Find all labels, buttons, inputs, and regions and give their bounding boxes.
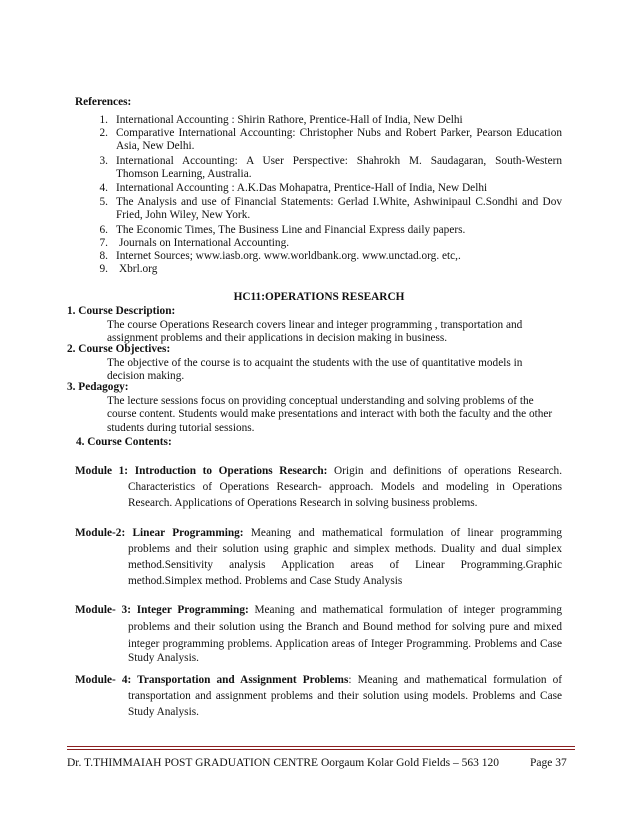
module-line: problems and their solution using graphic and simplex methods. Duality and dual simplex [128, 543, 562, 555]
footer-rule-thin [67, 749, 575, 750]
module-line: method.Simplex method. Problems and Case Study Analysis [128, 575, 403, 587]
pedagogy-heading: 3. Pedagogy: [67, 381, 129, 393]
description-heading: 1. Course Description: [67, 305, 176, 317]
module-2-first-line [75, 527, 562, 540]
ref-num-3: 3. [99, 155, 108, 167]
footer-text: Dr. T.THIMMAIAH POST GRADUATION CENTRE Oorgaum Kolar Gold Fields – 563 120 [67, 757, 499, 769]
ref-line: Journals on International Accounting. [119, 237, 290, 249]
module-1-first-line [75, 465, 562, 478]
ref-num-1: 1. [99, 114, 108, 126]
contents-heading: 4. Course Contents: [76, 436, 172, 448]
module-2-label: Module-2: Linear Programming: [75, 527, 244, 539]
objectives-line: The objective of the course is to acquaint the students with the use of quantitative models in [107, 357, 523, 369]
ref-line: Internet Sources; www.iasb.org. www.worldbank.org. www.unctad.org. etc,. [116, 250, 461, 262]
page-number: Page 37 [530, 757, 567, 769]
ref-line: The Economic Times, The Business Line and Financial Express daily papers. [116, 224, 466, 236]
footer-rule [67, 746, 575, 747]
module-line: transportation and assignment problems and their solution using models. Problems and Case [128, 690, 562, 702]
module-line: method.Sensitivity analysis Application areas of Linear Programming.Graphic [128, 559, 562, 571]
ref-line: Fried, John Wiley, New York. [116, 209, 251, 221]
course-title: HC11:OPERATIONS RESEARCH [233, 291, 405, 303]
objectives-heading: 2. Course Objectives: [67, 343, 171, 355]
references-heading: References: [75, 96, 132, 108]
pedagogy-line: The lecture sessions focus on providing conceptual understanding and solving problems of the [107, 395, 534, 407]
module-line: problems and their solution using the Branch and Bound method for solving pure and mixed [128, 621, 562, 633]
module-3-first-line [75, 604, 562, 617]
ref-num-6: 6. [99, 224, 108, 236]
description-line: assignment problems and their applications in decision making in business. [107, 332, 448, 344]
ref-line: Asia, New Delhi. [116, 140, 195, 152]
module-line: Study Analysis. [128, 652, 199, 664]
ref-line: Xbrl.org [119, 263, 158, 275]
ref-num-2: 2. [99, 127, 108, 139]
ref-num-7: 7. [99, 237, 108, 249]
ref-num-5: 5. [99, 196, 108, 208]
module-3-label: Module- 3: Integer Programming: [75, 604, 249, 616]
ref-line: Thomson Learning, Australia. [116, 168, 252, 180]
module-3-text: Meaning and mathematical formulation of integer programming [254, 604, 562, 616]
module-4-label: Module- 4: Transportation and Assignment Problems [75, 674, 349, 686]
ref-num-4: 4. [99, 182, 108, 194]
module-line: Study Analysis. [128, 706, 199, 718]
module-line: Research. Applications of Operations Research in solving business problems. [128, 497, 478, 509]
module-1-label: Module 1: Introduction to Operations Research: [75, 465, 328, 477]
pedagogy-line: course content. Students would make presentations and interact with both the faculty and the other [107, 408, 553, 420]
ref-line: Comparative International Accounting: Christopher Nubs and Robert Parker, Pearson Education [116, 127, 562, 139]
description-line: The course Operations Research covers linear and integer programming , transportation and [107, 319, 523, 331]
module-line: integer programming problems. Application areas of Integer Programming. Problems and Case [128, 638, 562, 650]
module-line: Characteristics of Operations Research- approach. Models and modeling in Operations [128, 481, 562, 493]
ref-line: International Accounting : Shirin Rathore, Prentice-Hall of India, New Delhi [116, 114, 463, 126]
ref-num-8: 8. [99, 250, 108, 262]
ref-line: The Analysis and use of Financial Statements: Gerlad I.White, Ashwinipaul C.Sondhi and Dov [116, 196, 562, 208]
module-4-text: : Meaning and mathematical formulation of [348, 674, 563, 686]
ref-line: International Accounting : A.K.Das Mohapatra, Prentice-Hall of India, New Delhi [116, 182, 488, 194]
objectives-line: decision making. [107, 370, 185, 382]
module-1-text: Origin and definitions of operations Research. [334, 465, 563, 477]
ref-num-9: 9. [99, 263, 108, 275]
pedagogy-line: students during tutorial sessions. [107, 422, 255, 434]
module-2-text: Meaning and mathematical formulation of linear programming [250, 527, 563, 539]
ref-line: International Accounting: A User Perspective: Shahrokh M. Saudagaran, South-Western [116, 155, 562, 167]
module-4-first-line [75, 674, 562, 687]
